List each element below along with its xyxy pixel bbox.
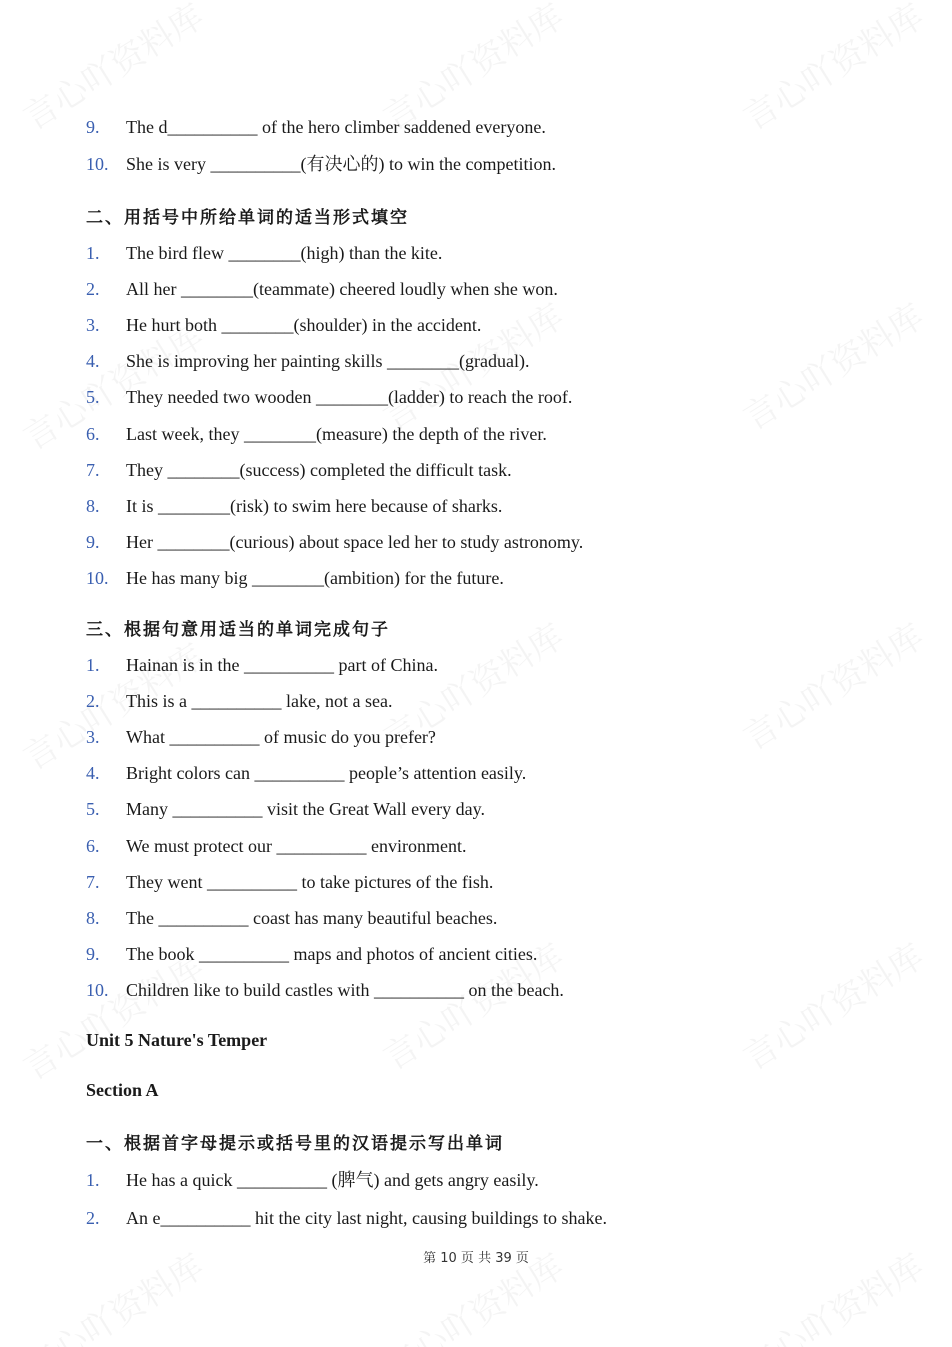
item-text: The __________ coast has many beautiful beaches.: [126, 907, 498, 928]
watermark: [733, 610, 932, 760]
item-number: 8.: [86, 907, 100, 928]
item-number: 4.: [86, 351, 100, 372]
list-item: [86, 386, 572, 408]
list-item: [86, 654, 438, 676]
list-item: [86, 567, 504, 589]
item-number: 6.: [86, 835, 100, 856]
item-number: 2.: [86, 1208, 100, 1228]
item-text: They ________(success) completed the difficult task.: [126, 459, 512, 480]
list-item: [86, 314, 481, 336]
item-text: Many __________ visit the Great Wall every day.: [126, 799, 485, 820]
item-text: What __________ of music do you prefer?: [126, 727, 436, 748]
list-item: [86, 116, 546, 138]
list-item: [86, 531, 583, 553]
item-text: He hurt both ________(shoulder) in the accident.: [126, 315, 482, 336]
list-item: [86, 278, 558, 300]
section-heading: 三、根据句意用适当的单词完成句子: [86, 620, 390, 640]
item-text: He has many big ________(ambition) for the future.: [126, 567, 504, 588]
list-item: [86, 423, 547, 445]
item-number: 5.: [86, 387, 100, 408]
item-number: 8.: [86, 495, 100, 516]
list-item: [86, 459, 512, 481]
list-item: [86, 1169, 539, 1191]
item-number: 10.: [86, 154, 109, 174]
item-text: Last week, they ________(measure) the depth of the river.: [126, 423, 547, 444]
list-item: [86, 979, 564, 1001]
item-text: The d__________ of the hero climber saddened everyone.: [126, 117, 546, 137]
item-text: She is very __________(有决心的) to win the competition.: [126, 154, 556, 174]
item-number: 5.: [86, 799, 100, 820]
section-heading: 二、用括号中所给单词的适当形式填空: [86, 208, 409, 228]
item-number: 1.: [86, 655, 100, 675]
item-number: 6.: [86, 423, 100, 444]
list-item: [86, 907, 497, 929]
item-number: 7.: [86, 871, 100, 892]
list-item: [86, 1207, 607, 1229]
list-item: [86, 943, 537, 965]
unit-title: Unit 5 Nature's Temper: [86, 1030, 268, 1050]
item-number: 7.: [86, 459, 100, 480]
item-number: 2.: [86, 691, 100, 712]
item-text: She is improving her painting skills ________(gradual).: [126, 351, 530, 372]
item-number: 3.: [86, 727, 100, 748]
watermark: [733, 290, 932, 440]
item-text: Hainan is in the __________ part of China.: [126, 655, 438, 675]
item-text: They went __________ to take pictures of the fish.: [126, 871, 494, 892]
page-footer: 第 10 页 共 39 页: [423, 1251, 529, 1266]
item-number: 10.: [86, 567, 109, 588]
item-text: Children like to build castles with __________ on the beach.: [126, 979, 564, 1000]
list-item: [86, 726, 436, 748]
item-number: 1.: [86, 1170, 100, 1190]
list-item: [86, 495, 502, 517]
list-item: [86, 798, 485, 820]
item-number: 1.: [86, 243, 100, 263]
list-item: [86, 690, 392, 712]
item-text: This is a __________ lake, not a sea.: [126, 691, 393, 712]
list-item: [86, 153, 556, 175]
item-text: We must protect our __________ environment.: [126, 835, 467, 856]
list-item: [86, 871, 493, 893]
list-item: [86, 350, 529, 372]
item-text: It is ________(risk) to swim here because of sharks.: [126, 495, 503, 516]
item-text: An e__________ hit the city last night, causing buildings to shake.: [126, 1208, 607, 1228]
item-text: All her ________(teammate) cheered loudly when she won.: [126, 279, 558, 300]
watermark: [733, 930, 932, 1080]
item-text: Bright colors can __________ people’s attention easily.: [126, 763, 527, 784]
item-number: 9.: [86, 531, 100, 552]
item-text: The bird flew ________(high) than the kite.: [126, 243, 443, 263]
item-number: 4.: [86, 763, 100, 784]
item-number: 9.: [86, 943, 100, 964]
item-number: 2.: [86, 279, 100, 300]
list-item: [86, 762, 526, 784]
section-title: Section A: [86, 1080, 159, 1100]
watermark: [733, 0, 932, 139]
item-text: Her ________(curious) about space led her to study astronomy.: [126, 531, 584, 552]
section-heading: 一、根据首字母提示或括号里的汉语提示写出单词: [86, 1134, 504, 1154]
list-item: [86, 835, 467, 857]
item-text: He has a quick __________ (脾气) and gets angry easily.: [126, 1170, 539, 1190]
list-item: [86, 242, 442, 264]
item-number: 9.: [86, 117, 100, 137]
item-text: The book __________ maps and photos of ancient cities.: [126, 943, 538, 964]
item-number: 3.: [86, 315, 100, 336]
item-text: They needed two wooden ________(ladder) to reach the roof.: [126, 387, 573, 408]
item-number: 10.: [86, 979, 109, 1000]
